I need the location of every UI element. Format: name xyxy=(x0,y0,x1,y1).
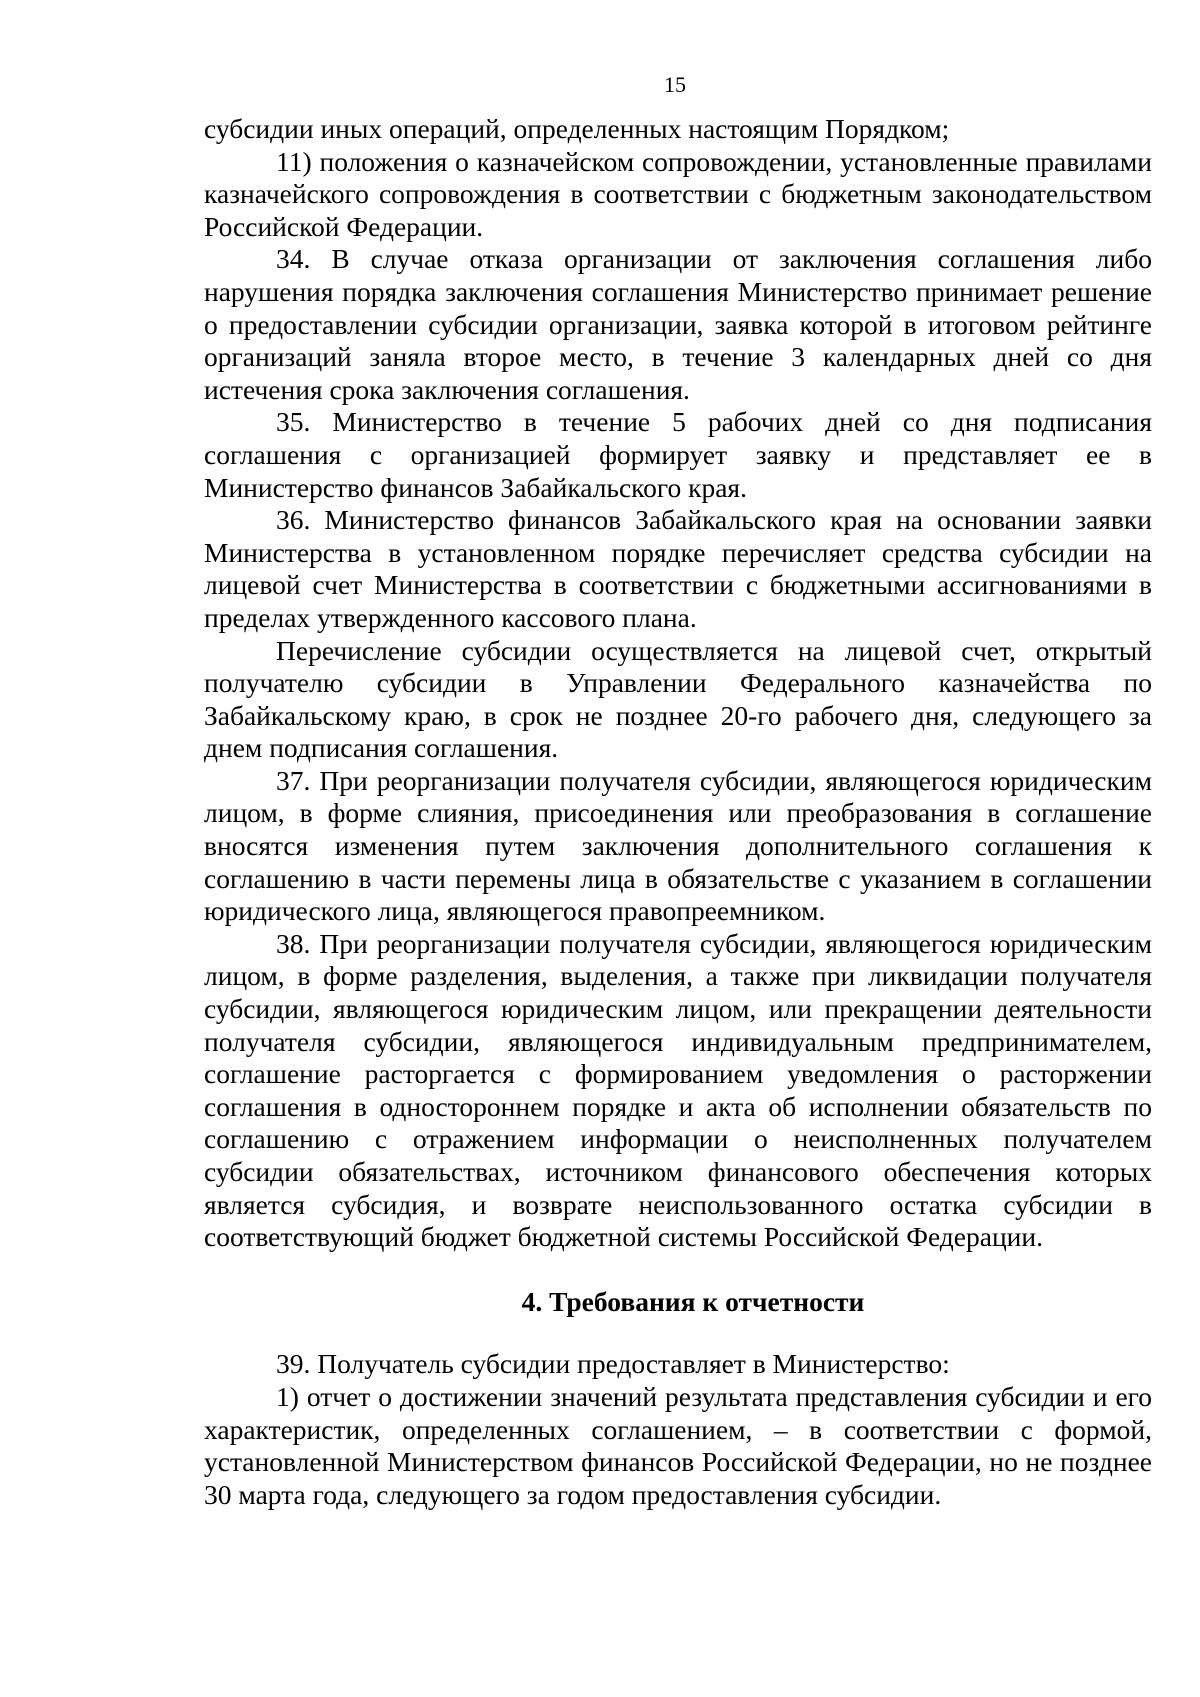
document-body xyxy=(204,113,1152,1511)
paragraph-36: 36. Министерство финансов Забайкальского края на основании заявки Министерства в установленном порядке перечисляет средства субсидии на лицевой счет Министерства в соответствии с бюджетными ассигнованиями в пределах утвержденного кассового плана. xyxy=(204,504,1152,633)
paragraph-35: 35. Министерство в течение 5 рабочих дней со дня подписания соглашения с организацией формирует заявку и представляет ее в Министерство финансов Забайкальского края. xyxy=(204,406,1152,503)
paragraph-continuation: субсидии иных операций, определенных настоящим Порядком; xyxy=(204,113,950,144)
paragraph-39: 39. Получатель субсидии предоставляет в Министерство: xyxy=(276,1348,950,1380)
paragraph-34: 34. В случае отказа организации от заключения соглашения либо нарушения порядка заключения соглашения Министерство принимает решение о предоставлении субсидии организации, заявка которой в итоговом рейтинге организаций заняла второе место, в течение 3 календарных дней со дня истечения срока заключения соглашения. xyxy=(204,243,1152,405)
paragraph-38: 38. При реорганизации получателя субсидии, являющегося юридическим лицом, в форме разделения, выделения, а также при ликвидации получателя субсидии, являющегося юридическим лицом, или прекращении деятельности получателя субсидии, являющегося индивидуальным предпринимателем, соглашение расторгается с формированием уведомления о расторжении соглашения в одностороннем порядке и акта об исполнении обязательств по соглашению с отражением информации о неисполненных получателем субсидии обязательствах, источником финансового обеспечения которых является субсидия, и возврате неиспользованного остатка субсидии в соответствующий бюджет бюджетной системы Российской Федерации. xyxy=(204,927,1152,1253)
section-heading: 4. Требования к отчетности xyxy=(521,1285,865,1317)
paragraph-36-transfer: Перечисление субсидии осуществляется на лицевой счет, открытый получателю субсидии в Управлении Федерального казначейства по Забайкальскому краю, в срок не позднее 20-го рабочего дня, следующего за днем подписания соглашения. xyxy=(204,634,1152,764)
page-number: 15 xyxy=(664,72,686,97)
paragraph-item-11: 11) положения о казначейском сопровождении, установленные правилами казначейского сопровождения в соответствии с бюджетным законодательством Российской Федерации. xyxy=(204,145,1152,242)
paragraph-37: 37. При реорганизации получателя субсидии, являющегося юридическим лицом, в форме слияния, присоединения или преобразования в соглашение вносятся изменения путем заключения дополнительного соглашения к соглашению в части перемены лица в обязательстве с указанием в соглашении юридического лица, являющегося правопреемником. xyxy=(204,764,1152,927)
paragraph-39-item-1: 1) отчет о достижении значений результата представления субсидии и его характеристик, определенных соглашением, – в соответствии с формой, установленной Министерством финансов Российской Федерации, но не позднее 30 марта года, следующего за годом предоставления субсидии. xyxy=(204,1380,1152,1510)
